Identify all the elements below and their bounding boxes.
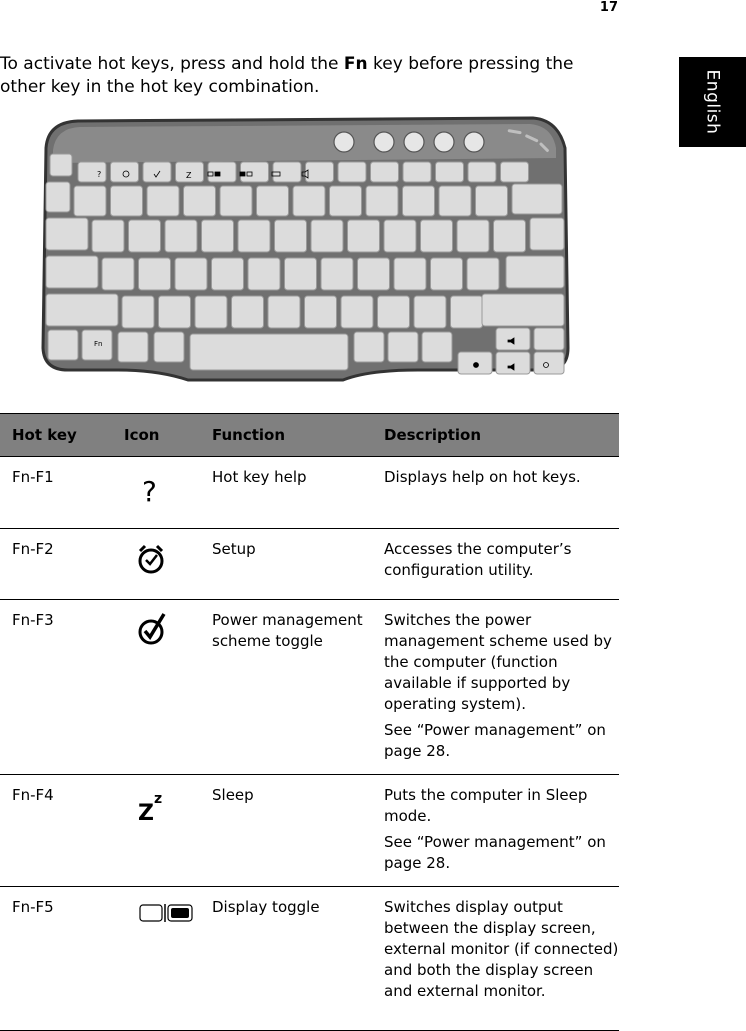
keyboard-key bbox=[394, 258, 426, 290]
power-management-icon bbox=[136, 612, 168, 646]
row-icon-cell bbox=[112, 775, 200, 887]
row-function: Power management scheme toggle bbox=[200, 600, 372, 775]
row-description bbox=[372, 887, 619, 1031]
keyboard-key bbox=[129, 220, 161, 252]
keyboard-key bbox=[212, 258, 244, 290]
keyboard-key bbox=[330, 186, 362, 216]
sleep-icon bbox=[136, 787, 170, 823]
row-icon-cell bbox=[112, 600, 200, 775]
left-shift-key bbox=[46, 294, 118, 326]
function-key bbox=[371, 162, 399, 182]
keyboard-key bbox=[431, 258, 463, 290]
keyboard-key bbox=[439, 186, 471, 216]
backspace-key bbox=[512, 184, 562, 214]
function-key bbox=[143, 162, 171, 182]
row-function: Hot key help bbox=[200, 457, 372, 529]
function-key bbox=[111, 162, 139, 182]
arrow-right-key bbox=[534, 352, 564, 374]
keyboard-key bbox=[414, 296, 446, 328]
space-bar bbox=[190, 334, 348, 370]
function-key bbox=[501, 162, 529, 182]
table-row bbox=[0, 529, 619, 600]
function-key bbox=[338, 162, 366, 182]
keyboard-key bbox=[293, 186, 325, 216]
row-description bbox=[372, 600, 619, 775]
description-paragraph: Displays help on hot keys. bbox=[384, 468, 581, 486]
keyboard-key bbox=[321, 258, 353, 290]
f1-key-label: ? bbox=[97, 170, 102, 179]
keyboard-key bbox=[232, 296, 264, 328]
keyboard-illustration bbox=[38, 108, 573, 388]
windows-key bbox=[118, 332, 148, 362]
intro-text-end: key before pressing the other key in the hot key combination. bbox=[0, 54, 574, 97]
tab-key bbox=[46, 218, 88, 250]
description-paragraph: Puts the computer in Sleep mode. bbox=[384, 786, 588, 825]
header-function: Function bbox=[200, 414, 372, 457]
hotkey-table bbox=[0, 413, 619, 1031]
keyboard-key bbox=[366, 186, 398, 216]
table-row bbox=[0, 887, 619, 1031]
alt-gr-key bbox=[354, 332, 384, 362]
keyboard-key bbox=[122, 296, 154, 328]
keyboard-key bbox=[451, 296, 483, 328]
fn-key-label: Fn bbox=[94, 340, 103, 348]
function-key bbox=[468, 162, 496, 182]
row-function: Display toggle bbox=[200, 887, 372, 1031]
row-function: Setup bbox=[200, 529, 372, 600]
keyboard-key bbox=[275, 220, 307, 252]
keyboard-key bbox=[220, 186, 252, 216]
keyboard-key bbox=[248, 258, 280, 290]
row-icon-cell bbox=[112, 457, 200, 529]
keyboard-key bbox=[378, 296, 410, 328]
keyboard-key bbox=[257, 186, 289, 216]
keyboard-key bbox=[111, 186, 143, 216]
row-hot-key: Fn-F2 bbox=[0, 529, 112, 600]
row-icon-cell bbox=[112, 887, 200, 1031]
keyboard-key bbox=[467, 258, 499, 290]
keyboard-key bbox=[534, 328, 564, 350]
keyboard-key bbox=[92, 220, 124, 252]
keyboard-key bbox=[476, 186, 508, 216]
table-row bbox=[0, 457, 619, 529]
description-paragraph: Switches display output between the display screen, external monitor (if connected) and both the display screen and external monitor. bbox=[384, 898, 619, 1000]
row-icon-cell bbox=[112, 529, 200, 600]
keyboard-key bbox=[195, 296, 227, 328]
question-mark-icon bbox=[136, 469, 166, 505]
row-hot-key: Fn-F3 bbox=[0, 600, 112, 775]
row-hot-key: Fn-F4 bbox=[0, 775, 112, 887]
page-number: 17 bbox=[599, 0, 618, 15]
description-reference: See “Power management” on page 28. bbox=[384, 721, 606, 760]
keyboard-key bbox=[165, 220, 197, 252]
caps-lock-key bbox=[46, 256, 98, 288]
display-toggle-icon bbox=[136, 899, 196, 923]
keyboard-key bbox=[175, 258, 207, 290]
function-key bbox=[306, 162, 334, 182]
ctrl-key bbox=[48, 330, 78, 360]
language-tab bbox=[679, 57, 746, 147]
function-key bbox=[436, 162, 464, 182]
keyboard-key bbox=[285, 258, 317, 290]
keyboard-key bbox=[494, 220, 526, 252]
backslash-key bbox=[530, 218, 564, 250]
sleep-glyph-large: Z bbox=[138, 801, 154, 823]
header-hot-key: Hot key bbox=[0, 414, 112, 457]
f4-key-label: Z bbox=[186, 171, 192, 180]
keyboard-key bbox=[147, 186, 179, 216]
row-hot-key: Fn-F5 bbox=[0, 887, 112, 1031]
arrow-down-key bbox=[496, 352, 530, 374]
keyboard-key bbox=[311, 220, 343, 252]
setup-icon bbox=[136, 541, 166, 575]
keyboard-key bbox=[358, 258, 390, 290]
keyboard-key bbox=[421, 220, 453, 252]
menu-key bbox=[422, 332, 452, 362]
row-hot-key: Fn-F1 bbox=[0, 457, 112, 529]
table-row bbox=[0, 600, 619, 775]
keyboard-key bbox=[202, 220, 234, 252]
windows-key bbox=[388, 332, 418, 362]
keyboard-key bbox=[139, 258, 171, 290]
keyboard-key bbox=[403, 186, 435, 216]
table-header-row bbox=[0, 414, 619, 457]
keyboard-key bbox=[46, 182, 70, 212]
keyboard-key bbox=[102, 258, 134, 290]
intro-paragraph bbox=[0, 53, 600, 99]
keyboard-key bbox=[384, 220, 416, 252]
description-reference: See “Power management” on page 28. bbox=[384, 833, 606, 872]
table-row bbox=[0, 775, 619, 887]
row-description bbox=[372, 457, 619, 529]
function-key bbox=[403, 162, 431, 182]
keyboard-key bbox=[159, 296, 191, 328]
header-icon: Icon bbox=[112, 414, 200, 457]
intro-fn-key: Fn bbox=[343, 54, 368, 74]
sleep-glyph-small: z bbox=[154, 791, 163, 807]
keyboard-key bbox=[184, 186, 216, 216]
description-paragraph: Switches the power management scheme used by the computer (function available if supported by operating system). bbox=[384, 611, 612, 713]
header-description: Description bbox=[372, 414, 619, 457]
row-description bbox=[372, 775, 619, 887]
keyboard-key bbox=[457, 220, 489, 252]
function-key bbox=[78, 162, 106, 182]
description-paragraph: Accesses the computer’s configuration utility. bbox=[384, 540, 572, 579]
right-shift-key bbox=[482, 294, 564, 326]
intro-text-start: To activate hot keys, press and hold the bbox=[0, 54, 344, 74]
keyboard-key bbox=[341, 296, 373, 328]
keyboard-key bbox=[305, 296, 337, 328]
alt-key bbox=[154, 332, 184, 362]
keyboard-key bbox=[238, 220, 270, 252]
keyboard-key bbox=[268, 296, 300, 328]
enter-key bbox=[506, 256, 564, 288]
keyboard-key bbox=[348, 220, 380, 252]
question-mark-glyph: ? bbox=[142, 475, 157, 505]
row-function: Sleep bbox=[200, 775, 372, 887]
language-tab-label: English bbox=[702, 69, 723, 135]
esc-key bbox=[50, 154, 72, 176]
row-description bbox=[372, 529, 619, 600]
keyboard-key bbox=[74, 186, 106, 216]
